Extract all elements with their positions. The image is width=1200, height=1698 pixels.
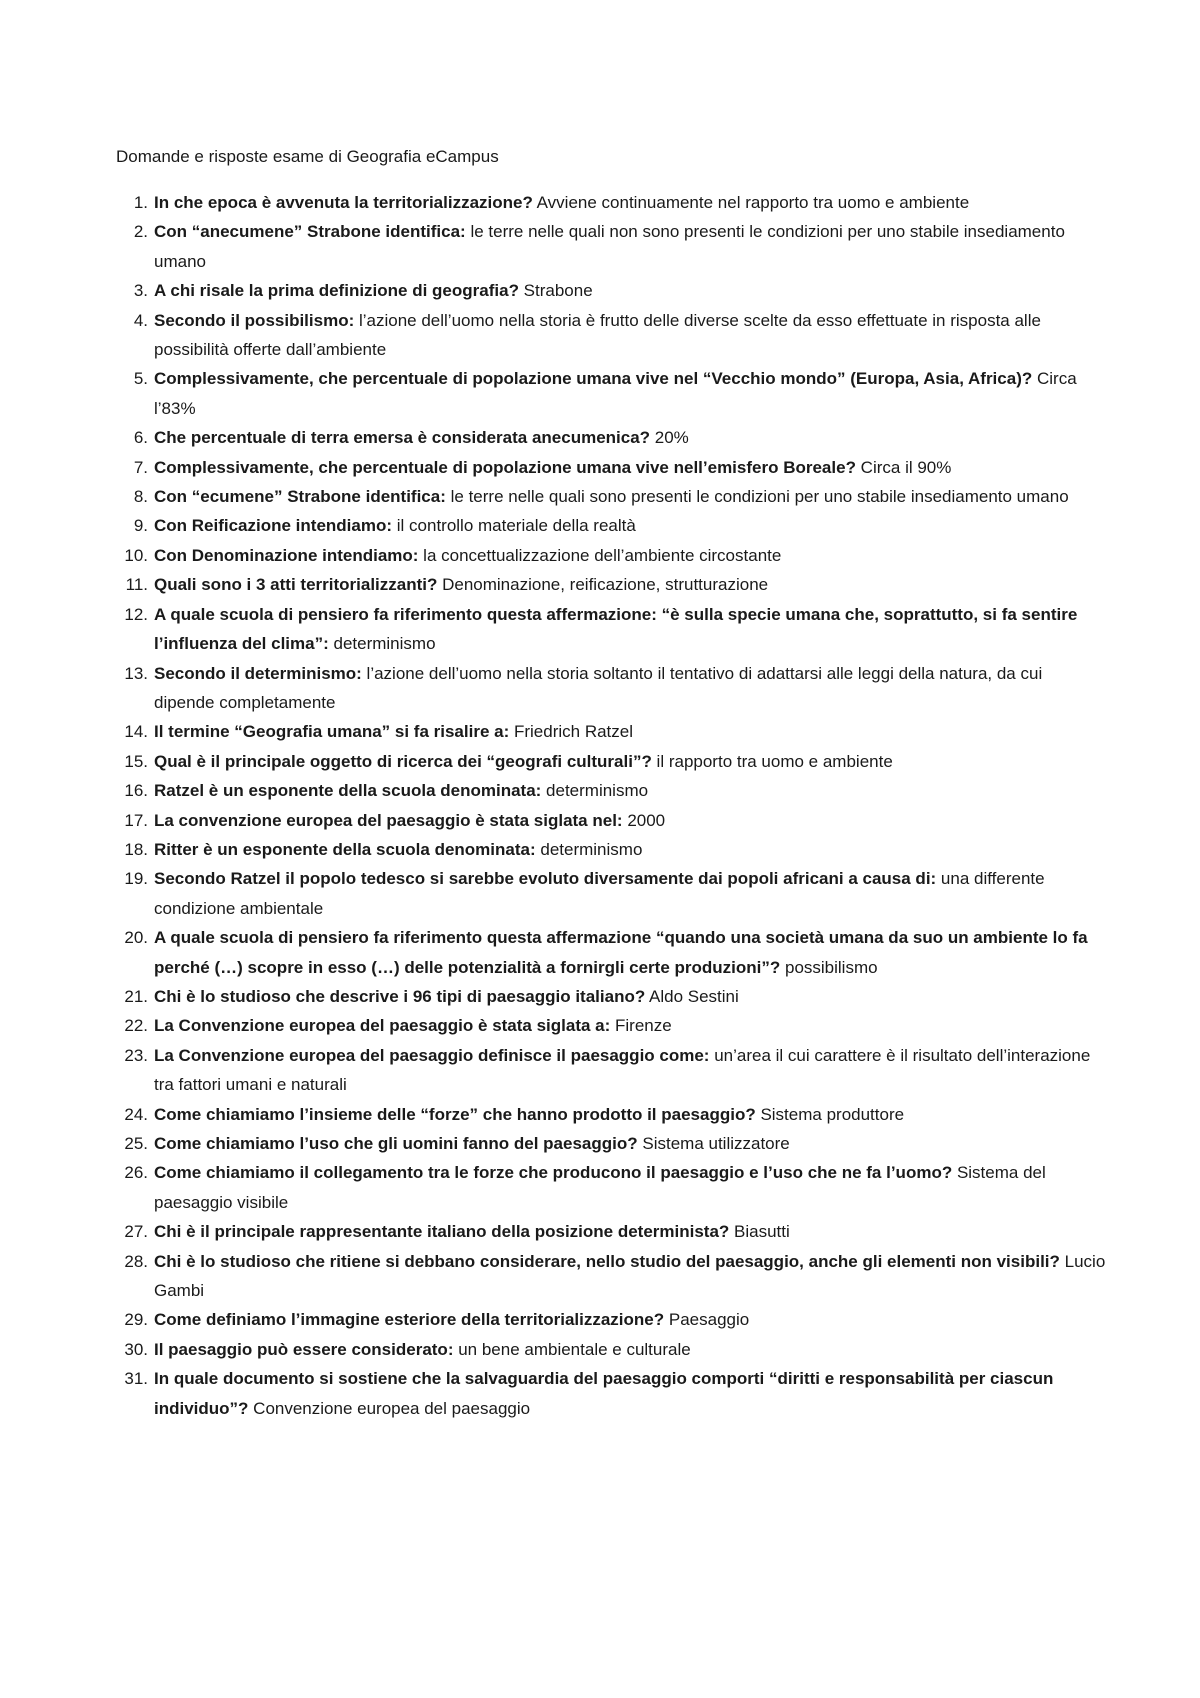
qa-list xyxy=(116,188,1106,1423)
item-number: 24. xyxy=(124,1104,148,1124)
item-number: 18. xyxy=(124,839,148,859)
answer-text: Circa il 90% xyxy=(855,457,952,477)
list-item xyxy=(116,717,1106,746)
item-number: 12. xyxy=(124,604,148,624)
answer-text: Aldo Sestini xyxy=(645,986,739,1006)
question-text: Con Denominazione intendiamo: xyxy=(154,545,419,565)
list-item xyxy=(116,306,1106,365)
question-text: Che percentuale di terra emersa è considerata anecumenica? xyxy=(154,428,651,448)
question-text: Come definiamo l’immagine esteriore della territorializzazione? xyxy=(154,1310,665,1330)
question-text: Quali sono i 3 atti territorializzanti? xyxy=(154,575,438,595)
answer-text: una differente condizione ambientale xyxy=(154,869,1045,918)
answer-text: determinismo xyxy=(328,634,436,654)
list-item xyxy=(116,1247,1106,1306)
answer-text: possibilismo xyxy=(780,957,878,977)
question-text: Chi è lo studioso che ritiene si debbano considerare, nello studio del paesaggio, anche gli elementi non visibili? xyxy=(154,1251,1060,1271)
item-number: 13. xyxy=(124,663,148,683)
question-text: La Convenzione europea del paesaggio definisce il paesaggio come: xyxy=(154,1045,710,1065)
list-item xyxy=(116,747,1106,776)
answer-text: le terre nelle quali non sono presenti le condizioni per uno stabile insediamento umano xyxy=(154,222,1065,271)
item-number: 15. xyxy=(124,751,148,771)
answer-text: Convenzione europea del paesaggio xyxy=(248,1398,531,1418)
question-text: Secondo il possibilismo: xyxy=(154,310,355,330)
answer-text: Denominazione, reificazione, strutturazione xyxy=(437,575,769,595)
question-text: A quale scuola di pensiero fa riferimento questa affermazione “quando una società umana da suo un ambiente lo fa perché (…) scopre in esso (…) delle potenzialità a fornirgli certe produzioni”? xyxy=(154,928,1088,977)
list-item xyxy=(116,1335,1106,1364)
item-number: 31. xyxy=(124,1369,148,1389)
list-item xyxy=(116,835,1106,864)
list-item xyxy=(116,570,1106,599)
answer-text: Sistema produttore xyxy=(755,1104,905,1124)
item-number: 25. xyxy=(124,1134,148,1153)
answer-text: Circa l’83% xyxy=(154,369,1077,418)
question-text: La Convenzione europea del paesaggio è stata siglata a: xyxy=(154,1016,611,1036)
question-text: Complessivamente, che percentuale di popolazione umana vive nel “Vecchio mondo” (Europa, Asia, Africa)? xyxy=(154,369,1033,389)
list-item xyxy=(116,423,1106,452)
item-number: 8. xyxy=(133,487,148,507)
item-number: 10. xyxy=(124,545,148,565)
item-number: 30. xyxy=(124,1339,148,1359)
list-item xyxy=(116,806,1106,835)
answer-text: le terre nelle quali sono presenti le condizioni per uno stabile insediamento umano xyxy=(445,487,1069,507)
list-item xyxy=(116,541,1106,570)
list-item xyxy=(116,276,1106,305)
item-number: 17. xyxy=(124,810,148,830)
question-text: Come chiamiamo il collegamento tra le forze che producono il paesaggio e l’uso che ne fa l’uomo? xyxy=(154,1163,953,1183)
list-item xyxy=(116,1100,1106,1129)
item-number: 21. xyxy=(124,986,148,1006)
answer-text: l’azione dell’uomo nella storia è frutto delle diverse scelte da esso effettuate in risposta alle possibilità offerte dall’ambiente xyxy=(154,310,1041,360)
question-text: Secondo il determinismo: xyxy=(154,663,362,683)
list-item xyxy=(116,776,1106,805)
question-text: Chi è lo studioso che descrive i 96 tipi di paesaggio italiano? xyxy=(154,986,646,1006)
answer-text: Sistema del paesaggio visibile xyxy=(154,1163,1046,1212)
question-text: Come chiamiamo l’insieme delle “forze” che hanno prodotto il paesaggio? xyxy=(154,1104,756,1124)
list-item xyxy=(116,1364,1106,1423)
question-text: Con Reificazione intendiamo: xyxy=(154,516,393,536)
item-number: 16. xyxy=(124,781,148,801)
item-number: 26. xyxy=(124,1163,148,1183)
question-text: Il termine “Geografia umana” si fa risalire a: xyxy=(154,722,510,742)
question-text: Ratzel è un esponente della scuola denominata: xyxy=(154,781,542,801)
answer-text: Paesaggio xyxy=(664,1310,750,1330)
item-number: 3. xyxy=(133,281,148,301)
item-number: 14. xyxy=(124,722,148,742)
list-item xyxy=(116,1041,1106,1100)
item-number: 5. xyxy=(133,369,148,389)
item-number: 9. xyxy=(133,516,148,536)
item-number: 28. xyxy=(124,1251,148,1271)
answer-text: determinismo xyxy=(535,839,643,859)
question-text: Con “ecumene” Strabone identifica: xyxy=(154,487,446,507)
answer-text: Avviene continuamente nel rapporto tra uomo e ambiente xyxy=(532,193,970,212)
item-number: 1. xyxy=(133,193,148,212)
item-number: 23. xyxy=(124,1045,148,1065)
answer-text: 2000 xyxy=(622,810,666,830)
item-number: 22. xyxy=(124,1016,148,1036)
list-item xyxy=(116,511,1106,540)
item-number: 11. xyxy=(125,575,148,595)
list-item xyxy=(116,1129,1106,1158)
question-text: Qual è il principale oggetto di ricerca dei “geografi culturali”? xyxy=(154,751,652,771)
item-number: 2. xyxy=(133,222,148,242)
list-item xyxy=(116,217,1106,276)
answer-text: il controllo materiale della realtà xyxy=(392,516,636,536)
list-item xyxy=(116,982,1106,1011)
item-number: 4. xyxy=(133,310,148,330)
list-item xyxy=(116,600,1106,659)
question-text: Con “anecumene” Strabone identifica: xyxy=(154,222,466,242)
list-item xyxy=(116,188,1106,217)
question-text: Chi è il principale rappresentante italiano della posizione determinista? xyxy=(154,1222,730,1242)
list-item xyxy=(116,1305,1106,1334)
question-text: In che epoca è avvenuta la territorializzazione? xyxy=(154,193,533,212)
answer-text: Strabone xyxy=(518,281,593,301)
item-number: 29. xyxy=(124,1310,148,1330)
item-number: 27. xyxy=(124,1222,148,1242)
item-number: 6. xyxy=(133,428,148,448)
answer-text: determinismo xyxy=(541,781,649,801)
list-item xyxy=(116,1217,1106,1246)
answer-text: Friedrich Ratzel xyxy=(509,722,634,742)
item-number: 20. xyxy=(124,928,148,948)
question-text: Come chiamiamo l’uso che gli uomini fanno del paesaggio? xyxy=(154,1134,638,1153)
list-item xyxy=(116,482,1106,511)
item-number: 19. xyxy=(124,869,148,889)
question-text: Complessivamente, che percentuale di popolazione umana vive nell’emisfero Boreale? xyxy=(154,457,856,477)
item-number: 7. xyxy=(133,457,148,477)
question-text: Secondo Ratzel il popolo tedesco si sarebbe evoluto diversamente dai popoli africani a causa di: xyxy=(154,869,937,889)
question-text: Ritter è un esponente della scuola denominata: xyxy=(154,839,536,859)
list-item xyxy=(116,453,1106,482)
list-item xyxy=(116,1011,1106,1040)
list-item xyxy=(116,364,1106,423)
question-text: Il paesaggio può essere considerato: xyxy=(154,1339,454,1359)
answer-text: Biasutti xyxy=(729,1222,790,1242)
list-item xyxy=(116,923,1106,982)
list-item xyxy=(116,1158,1106,1217)
question-text: In quale documento si sostiene che la salvaguardia del paesaggio comporti “diritti e responsabilità per ciascun individuo”? xyxy=(154,1369,1054,1418)
question-text: A quale scuola di pensiero fa riferimento questa affermazione: “è sulla specie umana che, soprattutto, si fa sentire l’influenza del clima”: xyxy=(154,604,1078,654)
answer-text: il rapporto tra uomo e ambiente xyxy=(651,751,893,771)
document-title: Domande e risposte esame di Geografia eCampus xyxy=(116,147,499,166)
answer-text: un’area il cui carattere è il risultato dell’interazione tra fattori umani e naturali xyxy=(154,1045,1091,1095)
answer-text: la concettualizzazione dell’ambiente circostante xyxy=(418,545,782,565)
question-text: A chi risale la prima definizione di geografia? xyxy=(154,281,519,301)
question-text: La convenzione europea del paesaggio è stata siglata nel: xyxy=(154,810,623,830)
list-item xyxy=(116,864,1106,923)
answer-text: Lucio Gambi xyxy=(154,1251,1106,1301)
answer-text: 20% xyxy=(650,428,689,448)
answer-text: Firenze xyxy=(610,1016,672,1036)
answer-text: un bene ambientale e culturale xyxy=(453,1339,691,1359)
answer-text: Sistema utilizzatore xyxy=(637,1134,790,1153)
list-item xyxy=(116,659,1106,718)
answer-text: l’azione dell’uomo nella storia soltanto il tentativo di adattarsi alle leggi della natura, da cui dipende completamente xyxy=(154,663,1043,712)
